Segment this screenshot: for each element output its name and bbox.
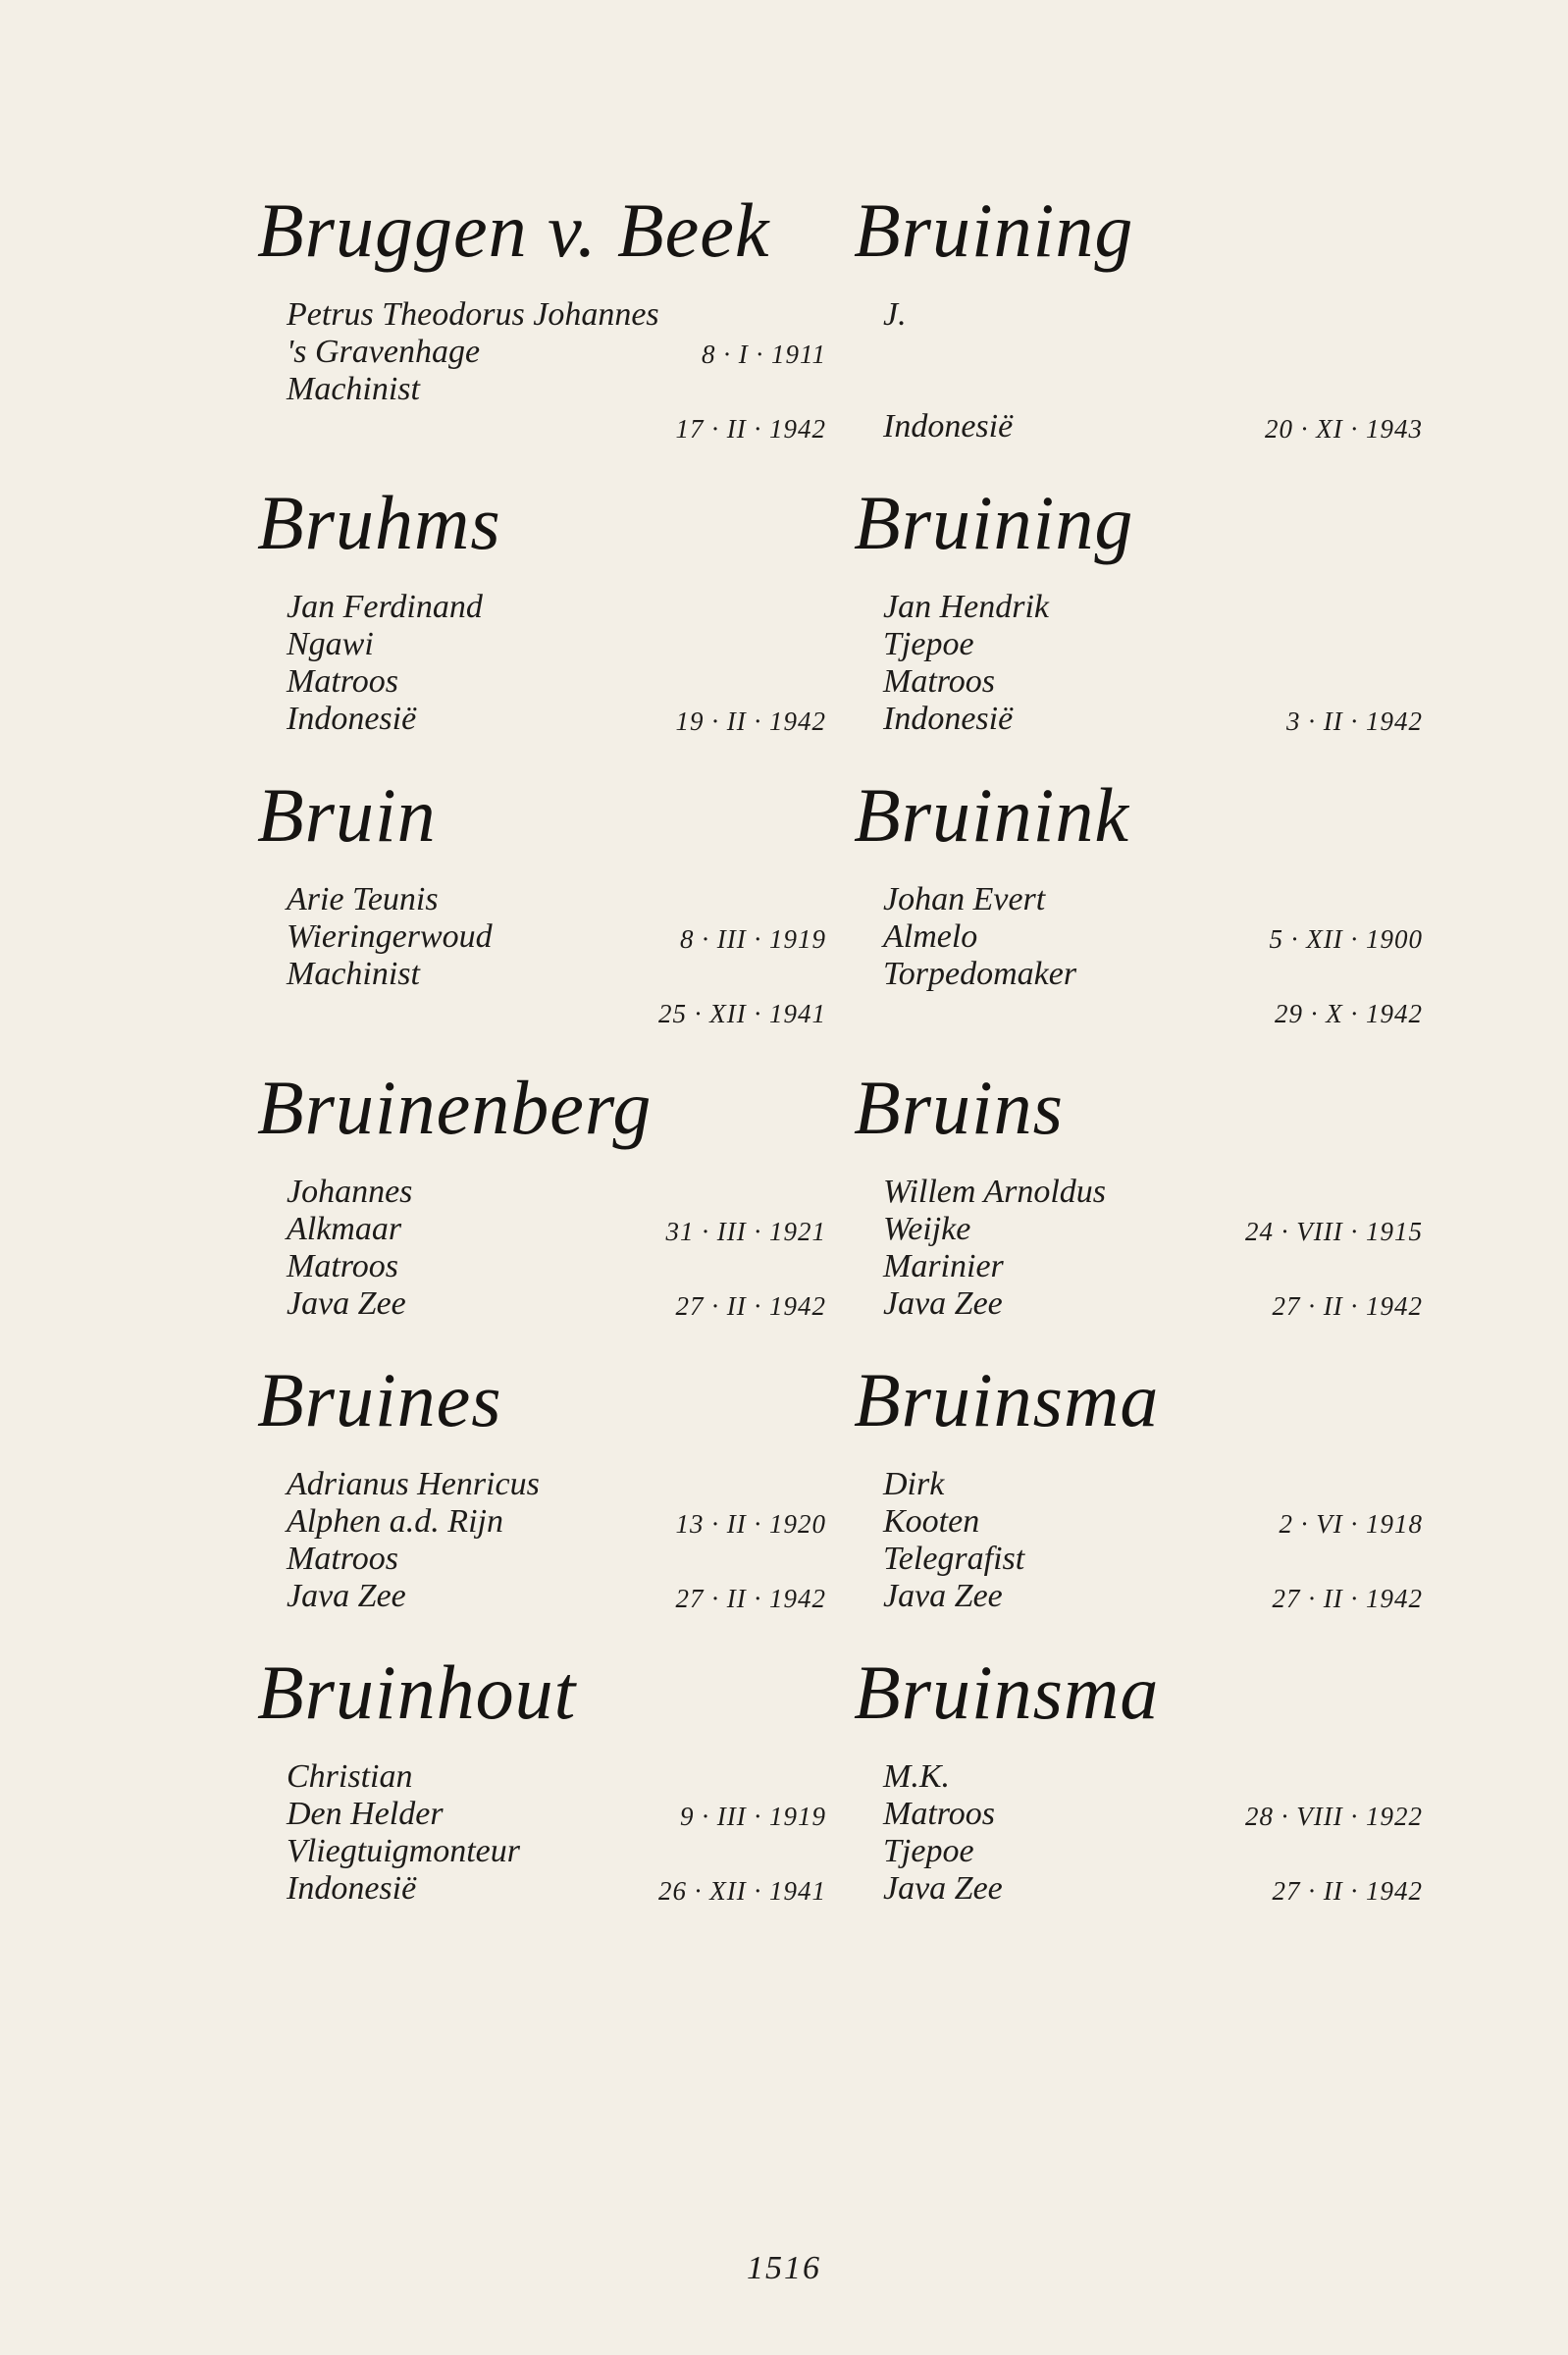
memorial-entry xyxy=(257,186,826,479)
entry-date: 3 · II · 1942 xyxy=(1286,706,1423,736)
memorial-entry xyxy=(257,1064,826,1356)
entry-text: Torpedomaker xyxy=(883,956,1077,992)
entry-text: Java Zee xyxy=(883,1285,1003,1322)
entry-date: 27 · II · 1942 xyxy=(1272,1584,1423,1613)
surname-heading: Bruinsma xyxy=(854,1357,1160,1442)
entry-line xyxy=(854,1758,1423,1796)
entry-line xyxy=(854,1211,1423,1248)
entry-text: Johan Evert xyxy=(883,881,1046,917)
entry-line xyxy=(854,881,1423,918)
entry-line xyxy=(257,701,826,738)
surname-heading: Bruinenberg xyxy=(257,1065,653,1150)
entry-line xyxy=(854,1796,1423,1833)
entry-line xyxy=(257,1248,826,1285)
entry-line xyxy=(257,334,826,371)
entry-line xyxy=(854,334,1423,371)
entry-date: 24 · VIII · 1915 xyxy=(1245,1217,1423,1246)
entry-line xyxy=(854,408,1423,445)
entry-text: Matroos xyxy=(287,663,398,700)
entry-line xyxy=(854,663,1423,701)
entry-line xyxy=(854,1578,1423,1615)
entry-text: Matroos xyxy=(883,1796,995,1832)
entry-text: Christian xyxy=(287,1758,413,1795)
entry-line xyxy=(257,589,826,626)
entry-line xyxy=(854,626,1423,663)
left-column xyxy=(257,186,826,1941)
entry-date: 13 · II · 1920 xyxy=(675,1509,826,1539)
entry-text: Weijke xyxy=(883,1211,971,1247)
memorial-entry xyxy=(854,186,1423,479)
entry-text: Indonesië xyxy=(883,701,1014,737)
entry-text: Alkmaar xyxy=(287,1211,402,1247)
memorial-entry xyxy=(257,479,826,771)
entry-text: 's Gravenhage xyxy=(287,334,481,370)
page-number: 1516 xyxy=(747,2250,821,2286)
entry-line xyxy=(854,1541,1423,1578)
surname-heading: Bruhms xyxy=(257,480,501,565)
surname-heading: Bruins xyxy=(854,1065,1065,1150)
entry-line xyxy=(854,1285,1423,1323)
entry-text: Matroos xyxy=(883,663,995,700)
entry-line xyxy=(257,663,826,701)
entry-line xyxy=(257,1758,826,1796)
entry-text: Arie Teunis xyxy=(287,881,439,917)
entry-line xyxy=(257,993,826,1030)
entry-text: Java Zee xyxy=(287,1578,406,1614)
entry-line xyxy=(257,1578,826,1615)
entry-line xyxy=(257,1174,826,1211)
entry-text: Java Zee xyxy=(287,1285,406,1322)
entry-line xyxy=(854,1174,1423,1211)
entry-text: J. xyxy=(883,296,907,333)
entry-line xyxy=(854,1870,1423,1908)
entry-text: Alphen a.d. Rijn xyxy=(287,1503,503,1540)
entry-line xyxy=(854,1503,1423,1541)
entry-text: Vliegtuigmonteur xyxy=(287,1833,520,1869)
entry-line xyxy=(854,589,1423,626)
entry-text: Petrus Theodorus Johannes xyxy=(287,296,659,333)
entry-text: Tjepoe xyxy=(883,1833,974,1869)
entry-text: Matroos xyxy=(287,1541,398,1577)
memorial-entry xyxy=(854,1648,1423,1941)
entry-text: Indonesië xyxy=(883,408,1014,445)
entry-text: Den Helder xyxy=(287,1796,444,1832)
entry-text: Marinier xyxy=(883,1248,1004,1284)
entry-line xyxy=(854,918,1423,956)
surname-heading: Bruin xyxy=(257,772,437,858)
surname-heading: Bruining xyxy=(854,480,1134,565)
right-column xyxy=(854,186,1423,1941)
surname-heading: Bruining xyxy=(854,187,1134,273)
entry-line xyxy=(257,626,826,663)
surname-heading: Bruinhout xyxy=(257,1649,577,1735)
surname-heading: Bruinsma xyxy=(854,1649,1160,1735)
entry-date: 8 · I · 1911 xyxy=(702,340,826,369)
entry-text: Adrianus Henricus xyxy=(287,1466,540,1502)
memorial-entry xyxy=(257,771,826,1064)
entry-line xyxy=(257,1833,826,1870)
memorial-entry xyxy=(854,479,1423,771)
memorial-entry xyxy=(854,771,1423,1064)
entry-text: Dirk xyxy=(883,1466,945,1502)
memorial-entry xyxy=(854,1064,1423,1356)
entry-line xyxy=(257,956,826,993)
entry-date: 9 · III · 1919 xyxy=(680,1802,826,1831)
entry-line xyxy=(257,408,826,445)
entry-date: 8 · III · 1919 xyxy=(680,924,826,954)
entry-line xyxy=(257,1870,826,1908)
entry-date: 27 · II · 1942 xyxy=(675,1584,826,1613)
entry-date: 5 · XII · 1900 xyxy=(1269,924,1423,954)
entry-date: 28 · VIII · 1922 xyxy=(1245,1802,1423,1831)
entry-date: 27 · II · 1942 xyxy=(1272,1291,1423,1321)
entry-line xyxy=(257,1285,826,1323)
entry-line xyxy=(257,881,826,918)
entry-text: Jan Hendrik xyxy=(883,589,1050,625)
entry-line xyxy=(854,701,1423,738)
entry-text: Almelo xyxy=(883,918,978,955)
entry-text: Machinist xyxy=(287,371,420,407)
entry-date: 20 · XI · 1943 xyxy=(1265,414,1423,444)
entry-line xyxy=(257,1796,826,1833)
surname-heading: Bruggen v. Beek xyxy=(257,187,770,273)
entry-text: Kooten xyxy=(883,1503,980,1540)
entry-text: Ngawi xyxy=(287,626,374,662)
entry-line xyxy=(854,956,1423,993)
entry-text: Matroos xyxy=(287,1248,398,1284)
entry-date: 27 · II · 1942 xyxy=(1272,1876,1423,1906)
entry-text: Telegrafist xyxy=(883,1541,1025,1577)
entry-date: 2 · VI · 1918 xyxy=(1279,1509,1423,1539)
entry-text: Tjepoe xyxy=(883,626,974,662)
entry-text: Johannes xyxy=(287,1174,413,1210)
entry-text: Willem Arnoldus xyxy=(883,1174,1106,1210)
entry-date: 29 · X · 1942 xyxy=(1275,999,1423,1028)
entry-text: M.K. xyxy=(883,1758,950,1795)
entry-line xyxy=(854,371,1423,408)
entry-date: 27 · II · 1942 xyxy=(675,1291,826,1321)
entry-text: Wieringerwoud xyxy=(287,918,493,955)
entry-text: Indonesië xyxy=(287,701,417,737)
entry-date: 31 · III · 1921 xyxy=(665,1217,826,1246)
entry-date: 26 · XII · 1941 xyxy=(658,1876,826,1906)
entry-text: Java Zee xyxy=(883,1578,1003,1614)
entry-line xyxy=(854,1466,1423,1503)
entry-date: 17 · II · 1942 xyxy=(675,414,826,444)
entry-text: Indonesië xyxy=(287,1870,417,1907)
surname-heading: Bruinink xyxy=(854,772,1129,858)
entry-date: 19 · II · 1942 xyxy=(675,706,826,736)
entry-line xyxy=(854,296,1423,334)
entry-line xyxy=(257,371,826,408)
entry-date: 25 · XII · 1941 xyxy=(658,999,826,1028)
entry-line xyxy=(854,1833,1423,1870)
memorial-entry xyxy=(257,1648,826,1941)
entry-text: Jan Ferdinand xyxy=(287,589,483,625)
surname-heading: Bruines xyxy=(257,1357,502,1442)
entry-line xyxy=(257,1466,826,1503)
memorial-entry xyxy=(854,1356,1423,1648)
entry-text: Machinist xyxy=(287,956,420,992)
entry-line xyxy=(257,1211,826,1248)
entry-line xyxy=(257,1503,826,1541)
entry-line xyxy=(257,918,826,956)
entry-line xyxy=(257,296,826,334)
entry-line xyxy=(257,1541,826,1578)
entry-text: Java Zee xyxy=(883,1870,1003,1907)
memorial-entry xyxy=(257,1356,826,1648)
entry-line xyxy=(854,1248,1423,1285)
entry-line xyxy=(854,993,1423,1030)
